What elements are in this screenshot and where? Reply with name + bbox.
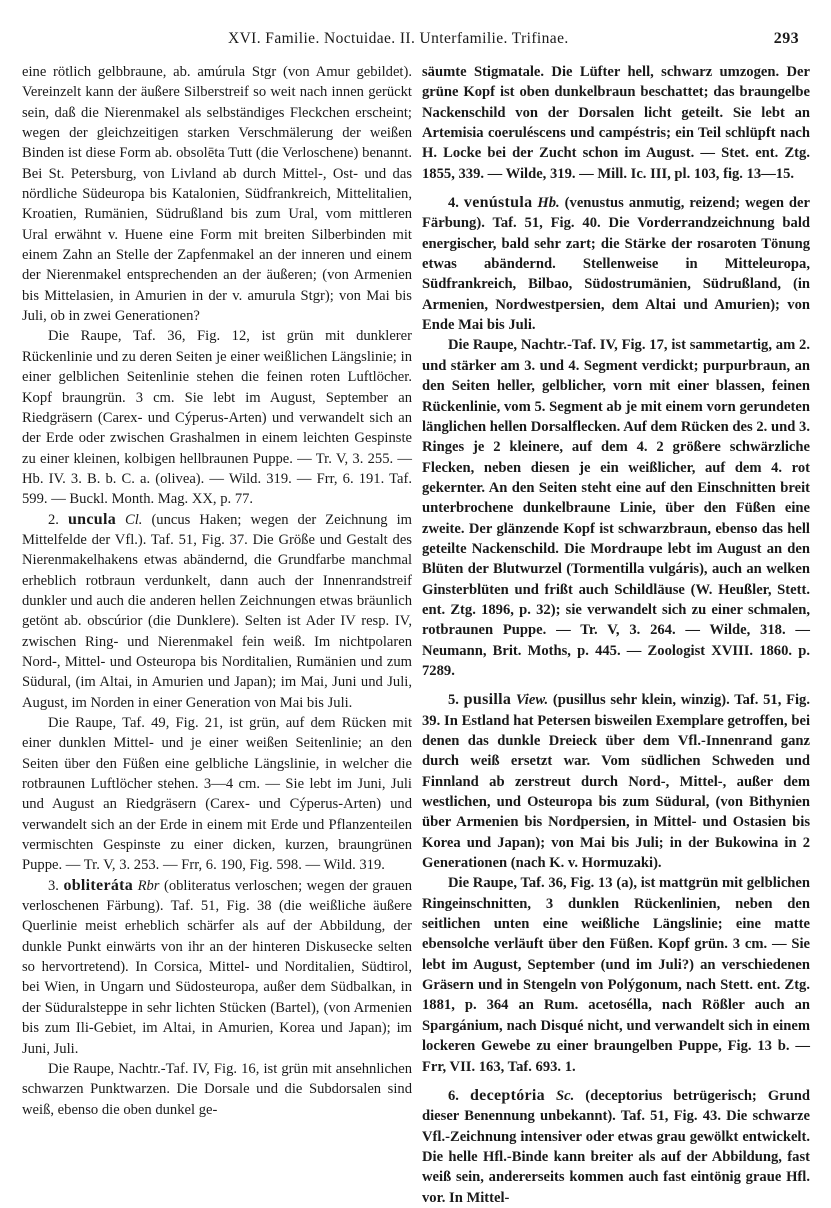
paragraph: Die Raupe, Taf. 36, Fig. 13 (a), ist mattgrün mit gelblichen Ringeinschnitten, 3 dunklen Rückenlinien, neben den seitlichen unten eine weißliche Längslinie; eine matte ebensolche verläuft über den Füßen. Kopf grün. 3 cm. — Sie lebt im August, September (und im Juli?) an verschiedenen Gräsern und in Stengeln von Polýgonum, nach Stett. ent. Ztg. 1881, p. 364 an Rum. acetosélla, nach Rößler auch an Spargánium, nach Disqué nicht, und verwandelt sich in einem lockeren Gewebe zu einer braungelben Puppe, Fig. 13 b. — Frr, VII. 163, Taf. 693. 1.: [422, 875, 810, 1075]
species-entry-pusilla: [422, 690, 810, 873]
paragraph: eine rötlich gelbbraune, ab. amúrula Stgr (von Amur gebildet). Vereinzelt kann der äußere Silberstreif so weit nach innen gerückt sein, daß die Nierenmakel als selbständiges Fleckchen erscheint; wegen der gleichzeitigen starken Verschmälerung der weißen Binden ist diese Form ab. obsolēta Tutt (die Verloschene) benannt. Bei St. Petersburg, von Livland ab durch Mittel-, Ost- und das nördliche Südeuropa bis Katalonien, Südfrankreich, Mittelitalien, Kroatien, Rumänien, Südrußland bis zum Ural, vom mittleren Ural erwähnt v. Huene eine Form mit breiten Silberbinden mit einem Zahn an Stelle der Zapfenmakel an der inneren und einem der Nierenmakel entsprechenden an der äußeren; (von Armenien bis Mittelasien, in Amurien in der v. amurula Stgr); von Mai bis Juli, ob in zwei Generationen?: [22, 64, 412, 325]
entry-number: 5.: [448, 692, 459, 709]
header-title: XVI. Familie. Noctuidae. II. Unterfamilie. Trifinae.: [228, 30, 569, 47]
entry-text: (deceptorius betrügerisch; Grund dieser Benennung unbekannt). Taf. 51, Fig. 43. Die schwarze Vfl.-Zeichnung intensiver oder etwas grau gewölkt entwickelt. Die helle Hfl.-Binde kann breiter als auf der Abbildung, fast weiß sein, andererseits kommen auch fast eintönig graue Hfl. vor. In Mittel-: [422, 1087, 810, 1206]
species-author: Hb.: [537, 195, 560, 212]
spacer: [422, 1077, 810, 1086]
spacer: [422, 184, 810, 193]
spacer: [422, 681, 810, 690]
species-entry-obliterata: [22, 876, 412, 1059]
paragraph: Die Raupe, Nachtr.-Taf. IV, Fig. 17, ist sammetartig, am 2. und stärker am 3. und 4. Segment verdickt; purpurbraun, an den Seiten heller, gelblicher, vorn mit einer blassen, feinen Rückenlinie, vom 5. Segment ab je mit einem vorn gerundeten länglichen hellen Dorsalflecken. Auf dem Rücken des 2. und 3. Ringes je 2 kleinere, auf dem 4. 2 größere schwärzliche Flecken, neben diesen je ein weißlicher, auf dem 4. rot gekernter. An den Seiten steht eine auf den Einschnitten breit unterbrochene dunkelbraune Linie, über den Füßen eine zweite. Der glänzende Kopf ist schwarzbraun, ebenso das hell geteilte Nackenschild. Die Mordraupe lebt im August an den Blüten der Blutwurzel (Tormentilla vulgáris), auch an welken Ginsterblüten und frißt auch Schildläuse (W. Heußler, Stett. ent. Ztg. 1896, p. 32); sie verwandelt sich zu einer schmalen, rotbraunen Puppe. — Tr. V, 3. 264. — Wilde, 318. — Neumann, Brit. Moths, p. 445. — Zoologist XVIII. 1860. p. 7289.: [422, 337, 810, 679]
entry-text: (uncus Haken; wegen der Zeichnung im Mittelfelde der Vfl.). Taf. 51, Fig. 37. Die Größe und Gestalt des Nierenmakelhakens etwas abändernd, die Grundfarbe manchmal erheblich rotbraun verdunkelt, dann auch der Innenrandstreif dunkler und auch die anderen hellen Zeichnungen etwas bräunlich getönt ab. obscúrior (die Dunklere). Selten ist Ader IV resp. IV, zwischen Ring- und Nierenmakel fein weiß. Im nichtpolaren Nord-, Mittel- und Osteuropa bis Norditalien, Rumänien und zum Südural, (im Altai, in Amurien und Japan); im Mai, Juni und Juli, August, im Norden in einer Generation von Mai bis Juli.: [22, 511, 412, 711]
species-author: Rbr: [137, 877, 160, 894]
paragraph: Die Raupe, Taf. 49, Fig. 21, ist grün, auf dem Rücken mit einer dunklen Mittel- und je einer weißen Seitenlinie; an den Seiten über den Füßen eine gelbliche Längslinie, in welcher die rotbraunen Luftlöcher stehen. 3—4 cm. — Sie lebt im Juni, Juli und August an Riedgräsern (Carex- und Cýperus-Arten) und verwandelt sich an der Erde in einem mit Erde und Pflanzenteilen vermischten Gespinste zu einer dicken, kurzen, braungrünen Puppe. — Tr. V, 3. 253. — Frr, 6. 190, Fig. 598. — Wild. 319.: [22, 715, 412, 874]
species-author: View.: [515, 692, 549, 709]
species-name: pusilla: [463, 691, 512, 709]
page-number: 293: [773, 30, 799, 47]
paragraph: Die Raupe, Nachtr.-Taf. IV, Fig. 16, ist grün mit ansehnlichen schwarzen Punktwarzen. Die Dorsale und die Subdorsalen sind weiß, ebenso die oben dunkel ge-: [22, 1060, 412, 1118]
entry-text: (obliteratus verloschen; wegen der grauen verloschenen Färbung). Taf. 51, Fig. 38 (die weißliche äußere Querlinie meist erheblich schärfer als auf der Abbildung, der dunkle Punkt einwärts von ihr an der hinteren Diskusecke selten so hervortretend). In Corsica, Mittel- und Norditalien, Südtirol, bei Wien, in Ungarn und Südosteuropa, außer dem Südbalkan, in der Süduralsteppe in sehr lichten Stücken (Bartel), (von Armenien bis zum Ili-Gebiet, im Altai, in Amurien, Korea und Japan); im Juni, Juli.: [22, 877, 412, 1057]
paragraph: Die Raupe, Taf. 36, Fig. 12, ist grün mit dunklerer Rückenlinie und zu deren Seiten je einer weißlichen Längslinie; in einer gelblichen Seitenlinie stehen die feinen roten Luftlöcher. Kopf braungrün. 3 cm. Sie lebt im August, September an Riedgräsern (Carex- und Cýperus-Arten) und verwandelt sich an der Erde oder zwischen Grashalmen in einem leichten Gespinste zu einer kleinen, kolbigen hellbraunen Puppe. — Tr. V, 3. 255. — Hb. IV. 3. B. b. C. a. (olivea). — Wild. 319. — Frr, 6. 191. Taf. 599. — Buckl. Month. Mag. XX, p. 77.: [22, 328, 412, 508]
species-name: venústula: [463, 194, 533, 212]
species-name: uncula: [67, 510, 116, 528]
species-entry-venustula: [422, 193, 810, 335]
species-name: obliteráta: [63, 876, 134, 894]
species-entry-deceptoria: [422, 1086, 810, 1208]
paragraph: säumte Stigmatale. Die Lüfter hell, schwarz umzogen. Der grüne Kopf ist oben dunkelbraun beschattet; das braungelbe Nackenschild von der Dorsalen licht geteilt. Sie lebt an Artemisia coeruléscens und campéstris; ein Teil schlüpft nach H. Locke bei der Zucht schon im August. — Stet. ent. Ztg. 1855, 339. — Wilde, 319. — Mill. Ic. III, pl. 103, fig. 13—15.: [422, 64, 810, 182]
right-column: [422, 62, 811, 1206]
species-author: Sc.: [556, 1087, 575, 1104]
entry-number: 4.: [448, 195, 459, 212]
entry-text: (venustus anmutig, reizend; wegen der Färbung). Taf. 51, Fig. 40. Die Vorderrandzeichnung bald energischer, bald sehr zart; die Stärke der rosaroten Tönung etwas abändernd. Stellenweise in Mitteleuropa, Südfrankreich, Bilbao, Südostrumänien, Südrußland, (in Armenien, Nordwestpersien, dem Altai und Amurien); von Ende Mai bis Juli.: [422, 195, 811, 334]
species-name: deceptória: [469, 1086, 545, 1104]
running-header: [0, 30, 831, 54]
entry-number: 2.: [48, 511, 59, 528]
entry-text: (pusillus sehr klein, winzig). Taf. 51, Fig. 39. In Estland hat Petersen bisweilen Exemplare getroffen, bei denen das dunkle Dreieck über dem Vfl.-Innenrand ganz durch weiß ersetzt war. Vom südlichen Schweden und Finnland ab zerstreut durch Nord-, Mittel-, außer dem westlichen, und Osteuropa bis zum Südural, (von Bithynien über Armenien bis Nordpersien, in Mittel- und Ostasien bis Korea und Japan); von Mai bis Juli; in der Bukowina in 2 Generationen (nach K. v. Hormuzaki).: [422, 692, 810, 872]
left-column: [22, 62, 412, 1192]
species-entry-uncula: [22, 510, 412, 713]
species-author: Cl.: [125, 511, 143, 528]
entry-number: 3.: [48, 877, 59, 894]
entry-number: 6.: [448, 1087, 459, 1104]
